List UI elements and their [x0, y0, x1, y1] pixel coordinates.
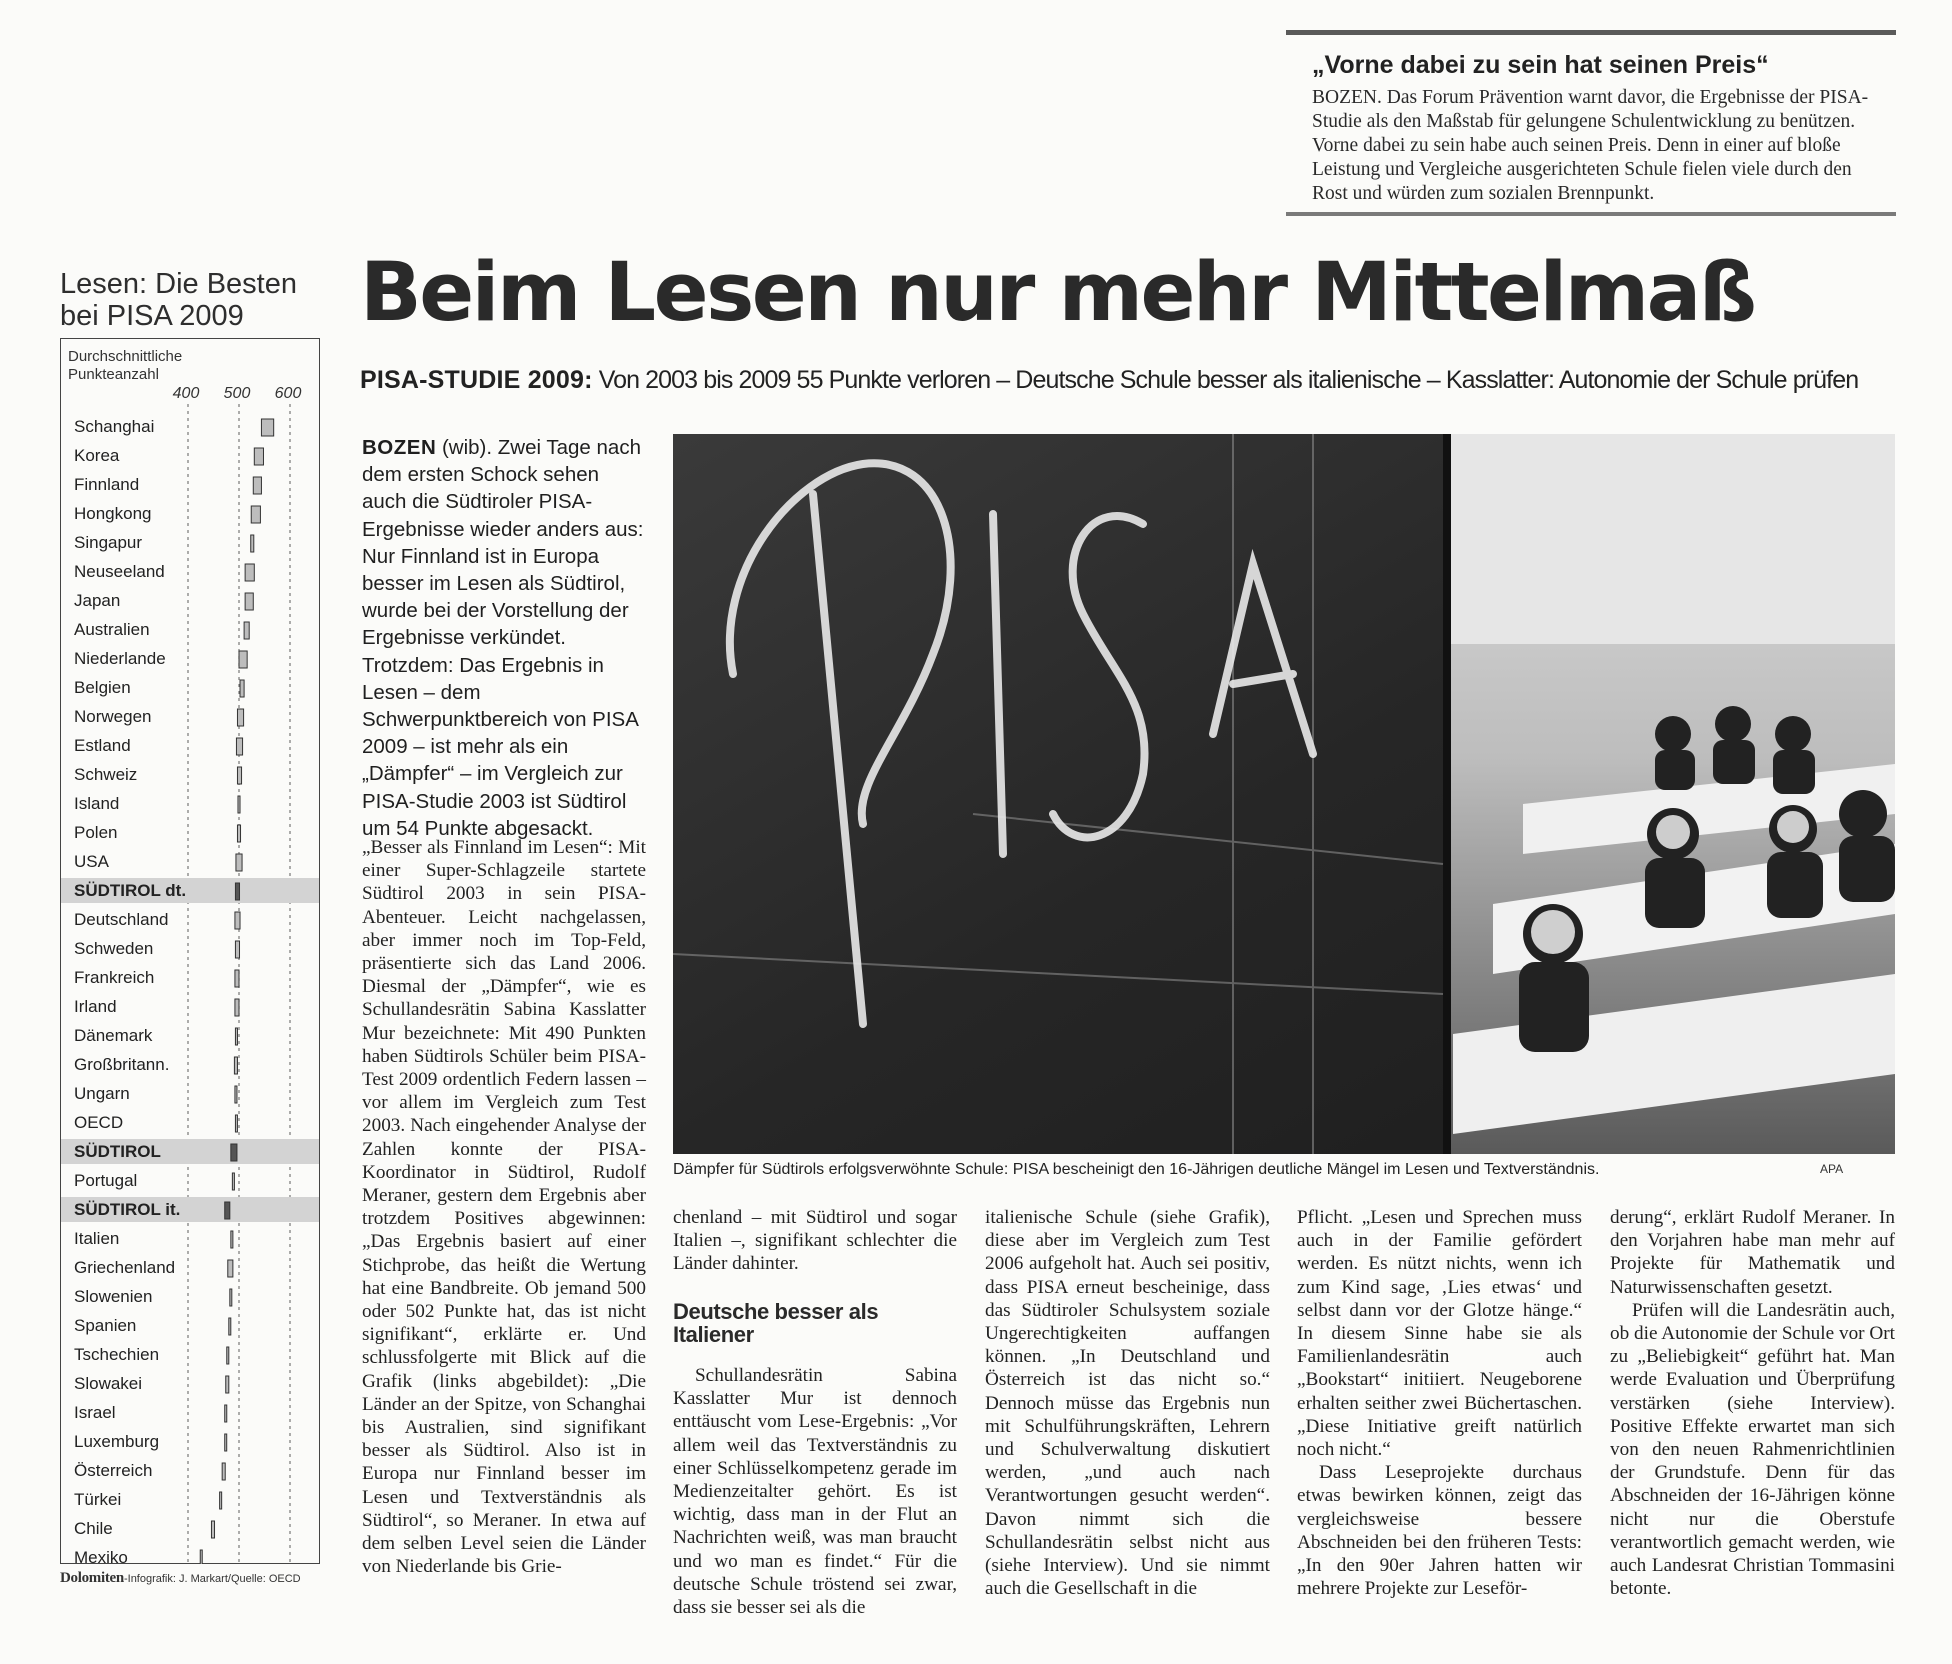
- chart-bar: [239, 651, 247, 668]
- dateline: BOZEN: [362, 436, 437, 459]
- chart-category-label: OECD: [74, 1113, 124, 1132]
- chart-credit: [60, 1570, 340, 1587]
- chart-bar: [251, 535, 254, 552]
- chart-bar: [231, 1231, 233, 1248]
- teaser-text: BOZEN. Das Forum Prävention warnt davor, die Ergebnisse der PISA-Studie als den Maßstab für gelungene Schulentwicklung zu benützen. Vorne dabei zu sein habe auch seinen Preis. Denn in einer auf bloße Leistung und Vergleiche ausgerichteten Schule fielen viele durch den Rost und würden zum sozialen Brennpunkt.: [1312, 87, 1869, 204]
- chart-bar: [225, 1202, 230, 1219]
- chart-category-label: SÜDTIROL: [74, 1142, 161, 1161]
- chart-bar: [237, 767, 241, 784]
- chart-bar: [235, 1115, 237, 1132]
- chart-bar: [235, 1028, 237, 1045]
- chart-bar: [222, 1463, 225, 1480]
- chart-category-label: Großbritann.: [74, 1055, 170, 1074]
- chart-category-label: Slowenien: [74, 1287, 153, 1306]
- chart-category-label: Polen: [74, 823, 118, 842]
- chart-category-label: Finnland: [74, 475, 140, 494]
- chart-bar: [244, 622, 249, 639]
- chart-bar: [234, 1057, 237, 1074]
- chart-category-label: Australien: [74, 620, 150, 639]
- paragraph: „Besser als Finnland im Lesen“: Mit einer Super-Schlagzeile startete Südtirol 2003 in sein PISA-Abenteuer. Leicht nachgelassen, aber immer noch im Top-Feld, präsentierte sich das Land 2006. Diesmal der „Dämpfer“, wie es Schullandesrätin Sabina Kasslatter Mur bezeichnete: Mit 490 Punkten haben Südtirols Schüler beim PISA-Test 2009 ordentlich Federn lassen – vor allem im Vergleich zum Test 2003. Nach eingehender Analyse der Zahlen konnte der PISA-Koordinator in Südtirol, Rudolf Meraner, gestern dem Ergebnis aber trotzdem Positives abgewinnen: „Das Ergebnis basiert auf einer Stichprobe, das heißt die Wertung hat eine Bandbreite. Ob jemand 500 oder 502 Punkte hat, das ist nicht signifikant“, erklärte er. Und schlussfolgerte mit Blick auf die Grafik (links abgebildet): „Die Länder an der Spitze, von Schanghai bis Australien, sind signifikant besser als Südtirol. Also ist in Europa nur Finnland besser im Lesen und Textverständnis als Südtirol“, so Meraner. In etwa auf dem selben Level seien die Länder von Niederlande bis Grie-: [362, 837, 646, 1578]
- chart-bar: [235, 883, 239, 900]
- chart-bar: [220, 1492, 222, 1509]
- chart-category-label: Japan: [74, 591, 121, 610]
- article-column-5: [1610, 1206, 1895, 1600]
- chart-category-label: Belgien: [74, 678, 131, 697]
- article-column-1: [362, 836, 646, 1579]
- chart-bar: [230, 1289, 232, 1306]
- chart-category-label: Slowakei: [74, 1374, 143, 1393]
- chart-category-label: Ungarn: [74, 1084, 130, 1103]
- chart-category-label: Türkei: [74, 1490, 122, 1509]
- photo-credit: APA: [1820, 1162, 1844, 1176]
- teaser-box: [1286, 30, 1896, 216]
- chart-bar: [228, 1260, 233, 1277]
- chart-category-label: Griechenland: [74, 1258, 176, 1277]
- chart-category-label: Spanien: [74, 1316, 137, 1335]
- paragraph: Prüfen will die Landesrätin auch, ob die Autonomie der Schule vor Ort zu „Beliebigkeit“ geführt hat. Man werde Evaluation und Überprüfung verstärken (siehe Interview). Positive Effekte erwartet man sich von den neuen Rahmenrichtlinien der Grundstufe. Denn für das Abschneiden der 16-Jährigen könne nicht nur die Oberstufe verantwortlich gemacht werden, wie auch Landesrat Christian Tommasini betonte.: [1610, 1299, 1895, 1600]
- chart-bar: [232, 1173, 234, 1190]
- chart-category-label: Schweden: [74, 939, 154, 958]
- chart-bar: [254, 448, 263, 465]
- paragraph: Pflicht. „Lesen und Sprechen muss auch in der Familie gefördert werden. Es nützt nichts, wenn ich zum Kind sage, ‚Lies etwas‘ und selbst dann vor der Glotze hänge.“ In diesem Sinne habe sie als Familienlandesrätin auch „Bookstart“ initiiert. Neugeborene erhalten seither zwei Büchertaschen. „Diese Initiative greift natürlich noch nicht.“: [1297, 1207, 1582, 1461]
- chart-tick-label: 500: [223, 385, 251, 402]
- chart-category-label: Tschechien: [74, 1345, 160, 1364]
- chart-credit-text: -Infografik: J. Markart/Quelle: OECD: [123, 1573, 301, 1585]
- section-heading: Deutsche besser als Italiener: [673, 1298, 879, 1347]
- chart-bar: [226, 1376, 229, 1393]
- chart-category-label: Italien: [74, 1229, 120, 1248]
- paragraph: Dass Leseprojekte durchaus etwas bewirken können, zeigt das vergleichsweise bessere Abschneiden bei den früheren Tests: „In den 90er Jahren hatten wir mehrere Projekte zur Leseför-: [1297, 1462, 1582, 1600]
- chart-category-label: Dänemark: [74, 1026, 153, 1045]
- chart-category-label: Portugal: [74, 1171, 138, 1190]
- chart-bar: [245, 564, 254, 581]
- pisa-reading-chart: [60, 338, 320, 1564]
- chart-bar: [235, 970, 239, 987]
- chart-tick-label: 400: [172, 385, 200, 402]
- lead-text: (wib). Zwei Tage nach dem ersten Schock sehen auch die Südtiroler PISA-Ergebnisse wieder anders aus: Nur Finnland ist in Europa besser im Lesen als Südtirol, wurde bei der Vorstellung der Ergebnisse verkündet. Trotzdem: Das Ergebnis in Lesen – dem Schwerpunktbereich von PISA 2009 – ist mehr als ein „Dämpfer“ – im Vergleich zur PISA-Studie 2003 ist Südtirol um 54 Punkte abgesackt.: [362, 436, 644, 840]
- chart-bar: [237, 825, 240, 842]
- photo-caption: Dämpfer für Südtirols erfolgsverwöhnte Schule: PISA bescheinigt den 16-Jährigen deutliche Mängel im Lesen und Textverständnis.: [673, 1161, 1600, 1178]
- chart-category-label: Österreich: [74, 1461, 153, 1480]
- chart-category-label: Israel: [74, 1403, 116, 1422]
- subhead-text: Von 2003 bis 2009 55 Punkte verloren – Deutsche Schule besser als italienische – Kasslatter: Autonomie der Schule prüfen: [598, 366, 1859, 394]
- chart-bar: [240, 680, 244, 697]
- chart-category-label: Deutschland: [74, 910, 169, 929]
- teaser-title: „Vorne dabei zu sein hat seinen Preis“: [1312, 51, 1769, 79]
- classroom-photo: [673, 434, 1895, 1154]
- chart-category-label: Neuseeland: [74, 562, 165, 581]
- chart-bar: [238, 796, 240, 813]
- headline: Beim Lesen nur mehr Mittelmaß: [360, 246, 1755, 340]
- chart-category-label: Island: [74, 794, 120, 813]
- chart-category-label: Estland: [74, 736, 131, 755]
- paragraph: italienische Schule (siehe Grafik), diese aber im Vergleich zum Test 2006 aufgeholt hat. Auch sei positiv, dass PISA erneut bescheinige, dass das Südtiroler Schulsystem soziale Ungerechtigkeiten auffangen können. „In Deutschland und Österreich ist das nicht so.“ Dennoch müsse das Ergebnis nun mit Schulführungskräften, Lehrern und Schulverwaltung diskutiert werden, „und auch nach Verantwortungen gesucht werden“. Davon nimmt sich die Schullandesrätin selbst nicht aus (siehe Interview). Und sie nimmt auch die Gesellschaft in die: [985, 1207, 1270, 1600]
- classroom-photo-image: [673, 434, 1895, 1154]
- chart-category-label: SÜDTIROL it.: [74, 1200, 181, 1219]
- chart-bar: [225, 1405, 227, 1422]
- chart-bar: [236, 738, 242, 755]
- chart-category-label: Schanghai: [74, 417, 155, 436]
- chart-category-label: USA: [74, 852, 109, 871]
- chart-credit-brand: Dolomiten: [60, 1570, 124, 1586]
- chart-bar: [235, 941, 239, 958]
- lead-paragraph: [362, 434, 646, 842]
- chart-category-label: Hongkong: [74, 504, 152, 523]
- chart-bar: [229, 1318, 231, 1335]
- article-column-4: [1297, 1206, 1582, 1600]
- chart-bar: [225, 1434, 227, 1451]
- chart-category-label: Norwegen: [74, 707, 152, 726]
- chart-bar: [235, 1086, 237, 1103]
- chart-bar: [235, 999, 239, 1016]
- article-column-2: [673, 1206, 957, 1619]
- chart-bar: [227, 1347, 229, 1364]
- chart-bar: [251, 506, 260, 523]
- subheadline: [360, 366, 1900, 395]
- chart-axis-label-line-2: Punkteanzahl: [68, 366, 159, 383]
- chart-category-label: Singapur: [74, 533, 143, 552]
- chart-category-label: Irland: [74, 997, 117, 1016]
- chart-axis-label-line-1: Durchschnittliche: [68, 348, 183, 365]
- chart-category-label: Niederlande: [74, 649, 166, 668]
- chart-category-label: Schweiz: [74, 765, 138, 784]
- chart-bar: [200, 1550, 202, 1564]
- chart-bar: [231, 1144, 237, 1161]
- chart-title: Lesen: Die Besten bei PISA 2009: [60, 268, 297, 332]
- chart-category-label: Mexiko: [74, 1548, 128, 1564]
- paragraph: derung“, erklärt Rudolf Meraner. In den Vorjahren habe man mehr auf Projekte für Mathematik und Naturwissenschaften gesetzt.: [1610, 1207, 1895, 1298]
- chart-bar: [245, 593, 253, 610]
- subhead-kicker: PISA-STUDIE 2009:: [360, 366, 593, 394]
- chart-bar: [211, 1521, 214, 1538]
- paragraph: Schullandesrätin Sabina Kasslatter Mur ist dennoch enttäuscht vom Lese-Ergebnis: „Vor allem weil das Textverständnis zu einer Schlüsselkompetenz gerade im Medienzeitalter gehört. Es ist wichtig, dass man in der Flut an Nachrichten weiß, was man braucht und wo man es findet.“ Für die deutsche Schule tröstend sei zwar, dass sie besser sei als die: [673, 1365, 957, 1619]
- paragraph: chenland – mit Südtirol und sogar Italien –, signifikant schlechter die Länder dahinter.: [673, 1207, 957, 1275]
- chart-category-label: Frankreich: [74, 968, 155, 987]
- chart-category-label: Korea: [74, 446, 120, 465]
- chart-bar: [236, 854, 242, 871]
- chart-bar: [235, 912, 240, 929]
- chart-category-label: Luxemburg: [74, 1432, 160, 1451]
- article-column-3: [985, 1206, 1270, 1600]
- chart-bar: [261, 419, 273, 436]
- chart-category-label: SÜDTIROL dt.: [74, 881, 187, 900]
- chart-bar: [237, 709, 243, 726]
- chart-bar: [253, 477, 261, 494]
- chart-category-label: Chile: [74, 1519, 113, 1538]
- chart-tick-label: 600: [274, 385, 302, 402]
